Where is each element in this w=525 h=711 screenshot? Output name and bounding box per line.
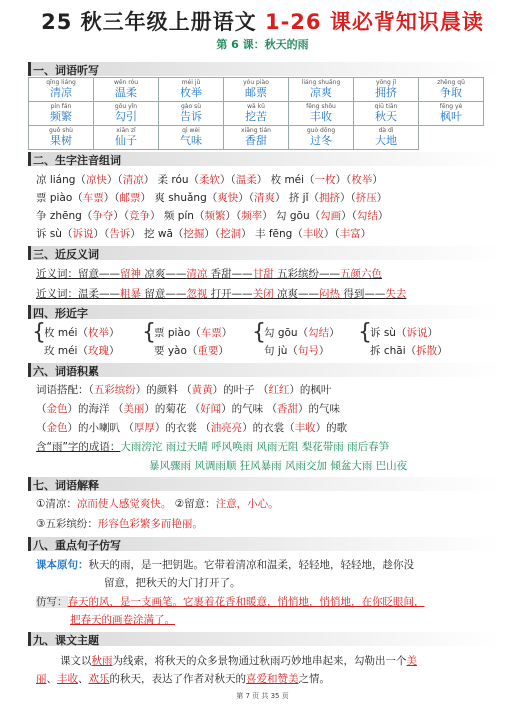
text: ）（ xyxy=(113,210,130,222)
answer: 黄黄 xyxy=(191,384,213,396)
answer: 丰收 xyxy=(302,228,324,240)
grid-cell xyxy=(289,126,354,150)
text: 拆 chāi（ xyxy=(370,345,417,357)
answer: 爽快 xyxy=(217,192,239,204)
grid-cell xyxy=(29,102,94,126)
idiom-line: 含“雨”字的成语：大雨滂沱 雨过天晴 呼风唤雨 风雨无阻 梨花带雨 雨后春笋 xyxy=(36,441,390,453)
answer: 重要 xyxy=(197,345,219,357)
text: ）的枫叶 xyxy=(289,384,332,396)
collocation-line xyxy=(36,401,340,416)
word: 过冬 xyxy=(310,134,332,147)
word: 果树 xyxy=(50,134,72,147)
grid-cell xyxy=(159,102,224,126)
answer: 美丽 xyxy=(123,403,145,415)
text: ） xyxy=(377,210,389,222)
pinyin: yōng jǐ xyxy=(375,79,397,86)
text: 近义词：留意—— xyxy=(36,268,120,280)
word: 清凉 xyxy=(50,86,72,99)
grid-cell xyxy=(29,78,94,102)
similar-char-item xyxy=(44,343,119,358)
text: 票 piào（ xyxy=(36,192,83,204)
text: ）的小喇叭 （ xyxy=(67,422,134,434)
text: （ xyxy=(36,403,47,415)
section-title-zhuyin: 二、生字注音组词 xyxy=(33,154,121,167)
answer: 清爽 xyxy=(254,192,275,204)
text: ）的菊花 （ xyxy=(144,403,201,415)
zhuyin-line xyxy=(36,226,371,241)
text: ） xyxy=(329,327,340,339)
collocation-line xyxy=(36,382,331,397)
grid-cell xyxy=(29,126,94,150)
word: 告诉 xyxy=(180,110,202,123)
text: ） 勾 gōu（ xyxy=(262,210,321,222)
section-title-dictation: 一、词语听写 xyxy=(33,64,99,77)
grid-cell xyxy=(159,78,224,102)
answer: 玫瑰 xyxy=(87,345,109,357)
theme-line: 课文以秋雨为线索，将秋天的众多景物通过秋雨巧妙地串起来，勾勒出一个美 xyxy=(60,655,417,667)
dictation-grid xyxy=(28,77,484,150)
answer: 车票 xyxy=(82,192,104,204)
pinyin: qì wèi xyxy=(182,127,200,134)
text: 近义词：温柔—— xyxy=(36,288,120,300)
answer: 车票 xyxy=(200,327,222,339)
text: ）（ xyxy=(225,210,242,222)
pinyin: zhēng qǔ xyxy=(437,79,465,86)
answer: 清凉 xyxy=(122,174,144,186)
explanation-line: ①清凉：凉而使人感觉爽快。 ②留意：注意，小心。 xyxy=(36,498,279,510)
answer: 好闻 xyxy=(200,403,222,415)
answer: 频率 xyxy=(241,210,263,222)
text: ）的颜料 （ xyxy=(135,384,192,396)
text: ）（ xyxy=(220,174,236,186)
pinyin: gào sù xyxy=(181,103,201,110)
grid-cell xyxy=(354,78,419,102)
similar-char-item xyxy=(264,325,340,340)
answer: 清凉 xyxy=(186,268,208,280)
pinyin: fēng shōu xyxy=(306,103,336,110)
text: ） xyxy=(108,327,120,339)
answer: 句号 xyxy=(297,345,319,357)
answer: 五颜六色 xyxy=(340,268,383,280)
answer: 邮票 xyxy=(119,192,141,204)
word: 香甜 xyxy=(245,134,267,147)
section-title-explanation: 七、词语解释 xyxy=(33,479,99,492)
pinyin: méi jǔ xyxy=(181,79,201,86)
text: 枚 méi（ xyxy=(44,327,88,339)
answer: 忽视 xyxy=(186,288,208,300)
word: 温柔 xyxy=(115,86,137,99)
answer: 金色 xyxy=(46,422,68,434)
word: 争取 xyxy=(440,86,462,99)
similar-char-item xyxy=(44,325,119,340)
text: ） xyxy=(218,345,229,357)
grid-cell xyxy=(419,102,484,126)
answer: 枚举 xyxy=(351,174,373,186)
word: 拥挤 xyxy=(375,86,397,99)
word: 凉爽 xyxy=(310,86,332,99)
word: 仙子 xyxy=(115,134,137,147)
word: 勾引 xyxy=(115,110,137,123)
grid-cell xyxy=(94,102,159,126)
grid-cell xyxy=(354,102,419,126)
page-footer: 第 7 页 共 35 页 xyxy=(236,692,289,700)
grid-cell xyxy=(224,78,289,102)
answer: 柔软 xyxy=(199,174,221,186)
answer: 挤压 xyxy=(355,192,377,204)
original-sentence: 留意，把秋天的大门打开了。 xyxy=(104,577,241,589)
grid-row xyxy=(29,78,484,102)
section-title-imitation: 八、重点句子仿写 xyxy=(33,539,121,552)
text: 留意—— xyxy=(141,288,187,300)
pinyin: wā kǔ xyxy=(247,103,265,110)
pinyin: xiān zǐ xyxy=(116,127,136,134)
antonym-line xyxy=(36,286,406,301)
text: ） 柔 róu（ xyxy=(143,174,200,186)
answer: 拆散 xyxy=(416,345,438,357)
answer: 丰收 xyxy=(294,422,316,434)
text: ）的衣裳（ xyxy=(242,422,295,434)
explanation-line: ③五彩缤纷：形容色彩繁多而艳丽。 xyxy=(36,518,203,530)
text: ）（ xyxy=(103,192,120,204)
lesson-subtitle: 第 6 课：秋天的雨 xyxy=(216,38,309,51)
text: 得到—— xyxy=(340,288,386,300)
word: 秋天 xyxy=(375,110,397,123)
text: ） 频 pín（ xyxy=(150,210,205,222)
grid-cell xyxy=(224,102,289,126)
pinyin: guò dōng xyxy=(306,127,336,134)
pinyin: yóu piào xyxy=(243,79,269,86)
section-title-accumulation: 六、词语积累 xyxy=(33,365,99,378)
section-bar xyxy=(28,305,501,319)
answer: 失去 xyxy=(385,288,407,300)
word: 频繁 xyxy=(50,110,72,123)
imitation-sentence: 把春天的画卷涂满了。 xyxy=(70,614,175,626)
text: ） xyxy=(427,327,438,339)
text: 香甜—— xyxy=(207,268,253,280)
section-title-theme: 九、课文主题 xyxy=(33,634,99,647)
zhuyin-line xyxy=(36,172,383,187)
text: 词语搭配：（ xyxy=(36,384,94,396)
pinyin: wēn róu xyxy=(113,79,139,86)
answer: 香甜 xyxy=(277,403,299,415)
word: 挖苦 xyxy=(245,110,267,123)
grid-cell xyxy=(224,126,289,150)
grid-cell xyxy=(419,78,484,102)
text: 五彩缤纷—— xyxy=(273,268,341,280)
pinyin: pín fán xyxy=(50,103,72,110)
text: ）的衣裳 （ xyxy=(154,422,211,434)
answer: 拥挤 xyxy=(319,192,341,204)
answer: 竞争 xyxy=(129,210,151,222)
grid-empty xyxy=(419,126,484,150)
text: ）（ xyxy=(340,192,356,204)
word: 枫叶 xyxy=(440,110,462,123)
text: 诉 sù（ xyxy=(370,327,407,339)
answer: 闷热 xyxy=(319,288,341,300)
grid-row xyxy=(29,102,484,126)
pinyin: liáng shuǎng xyxy=(301,79,341,86)
answer: 挖洞 xyxy=(220,228,242,240)
text: ）（ xyxy=(106,174,123,186)
text: ）的歌 xyxy=(315,422,348,434)
word: 大地 xyxy=(375,134,397,147)
text: ）（ xyxy=(341,210,357,222)
text: ） 丰 fēng（ xyxy=(241,228,303,240)
pinyin: guǒ shù xyxy=(49,127,73,134)
similar-char-item xyxy=(154,343,229,358)
text: ）的气味 （ xyxy=(221,403,278,415)
page-title: 25 秋三年级上册语文 1-26 课必背知识晨读 xyxy=(41,10,484,34)
grid-cell xyxy=(289,102,354,126)
answer: 红红 xyxy=(268,384,290,396)
answer: 油亮亮 xyxy=(210,422,243,434)
grid-cell xyxy=(94,78,159,102)
grid-cell xyxy=(289,78,354,102)
theme-line: 丽、丰收、欢乐的秋天，表达了作者对秋天的喜爱和赞美之情。 xyxy=(36,673,330,685)
word: 气味 xyxy=(180,134,202,147)
grid-cell xyxy=(354,126,419,150)
text: （ xyxy=(36,422,47,434)
text: 凉爽—— xyxy=(273,288,320,300)
text: ） xyxy=(437,345,448,357)
answer: 五彩缤纷 xyxy=(93,384,136,396)
text: 打开—— xyxy=(207,288,253,300)
text: ） 枚 méi（ xyxy=(256,174,315,186)
text: 争 zhēng（ xyxy=(36,210,93,222)
text: 句 jù（ xyxy=(264,345,298,357)
answer: 告诉 xyxy=(109,228,131,240)
text: 勾 gōu（ xyxy=(264,327,309,339)
similar-char-item xyxy=(264,343,329,358)
text: ） 爽 shuǎng（ xyxy=(140,192,218,204)
zhuyin-line xyxy=(36,190,387,205)
grid-row xyxy=(29,126,484,150)
text: ） xyxy=(372,174,383,186)
text: 凉 liáng（ xyxy=(36,174,86,186)
text: ）的气味 xyxy=(298,403,341,415)
answer: 一枚 xyxy=(314,174,336,186)
pinyin: gōu yǐn xyxy=(114,103,138,110)
answer: 诉说 xyxy=(406,327,428,339)
answer: 争夺 xyxy=(92,210,114,222)
text: ）的叶子 （ xyxy=(212,384,269,396)
pinyin: xiāng tián xyxy=(241,127,271,134)
section-title-similar-chars: 四、形近字 xyxy=(33,307,88,320)
imitation-sentence: 仿写：春天的风，是一支画笔。它裹着花香和暖意，悄悄地，悄悄地，在你眨眼间， xyxy=(36,596,425,608)
text: ）（ xyxy=(204,228,221,240)
answer: 诉说 xyxy=(72,228,94,240)
answer: 丰富 xyxy=(339,228,361,240)
word: 枚举 xyxy=(180,86,202,99)
answer: 粗暴 xyxy=(120,288,141,300)
answer: 枚举 xyxy=(87,327,109,339)
text: ）（ xyxy=(323,228,340,240)
answer: 勾结 xyxy=(308,327,330,339)
answer: 挖掘 xyxy=(183,228,205,240)
answer: 留神 xyxy=(120,268,141,280)
text: 玫 méi（ xyxy=(44,345,88,357)
answer: 频繁 xyxy=(204,210,226,222)
pinyin: dà dì xyxy=(378,127,394,134)
text: ）（ xyxy=(238,192,254,204)
text: ） xyxy=(360,228,372,240)
page: 25 秋三年级上册语文 1-26 课必背知识晨读 第 6 课：秋天的雨 一、词语听写 qīng liáng 清凉 wēn róu 温柔 méi jǔ 枚举 yóu piào 邮票 liáng shuǎng 凉爽 yōng jǐ 拥挤 zhēng qǔ 争取 pín fán 频繁 gōu yǐn 勾引 gào sù 告诉 wā kǔ 挖苦 fēng shōu 丰收 qiū tiān 秋天 fēng yè 枫叶 guǒ shù 果树 xiān zǐ 仙子 qì wèi 气味 xiāng tián 香甜 guò dōng 过冬 dà dì 大地 二、生字注音组词 凉 liáng（凉快）（清凉） 柔 róu（柔软）（温柔） 枚 méi（一枚）（枚举） 票 piào（车票）（邮票） 爽 shuǎng（爽快）（清爽） 挤 jǐ（拥挤）（挤压） 争 zhēng（争夺）（竞争） 频 pín（频繁）（频率） 勾 gōu（勾画）（勾结） 诉 sù（诉说）（告诉） 挖 wā（挖掘）（挖洞） 丰 fēng（丰收）（丰富） 三、近反义词 近义词：留意——留神 凉爽——清凉 香甜——甘甜 五彩缤纷——五颜六色 近义词：温柔——粗暴 留意——忽视 打开——关闭 凉爽——闷热 得到——失去 四、形近字 { { { { 枚 méi（枚举） 玫 méi（玫瑰） 票 piào（车票） 要 yào（重要） 勾 gōu（勾结） 句 jù（句号） 诉 sù（诉说） 拆 chāi（拆散） 六、词语积累 词语搭配：（五彩缤纷）的颜料 （黄黄）的叶子 （红红）的枫叶 （金色）的海洋 （美丽）的菊花 （好闻）的气味 （香甜）的气味 （金色）的小喇叭 （厚厚）的衣裳 （油亮亮）的衣裳（丰收）的歌 含“雨”字的成语：大雨滂沱 雨过天晴 呼风唤雨 风雨无阻 梨花带雨 雨后春笋 暴风骤雨 风调雨顺 狂风暴雨 风雨交加 倾盆大雨 巴山夜 七、词语解释 ①清凉：凉而使人感觉爽快。 ②留意：注意，小心。 ③五彩缤纷：形容色彩繁多而艳丽。 八、重点句子仿写 课本原句：秋天的雨，是一把钥匙。它带着清凉和温柔，轻轻地，轻轻地，趁你没 留意，把秋天的大门打开了。 仿写：春天的风，是一支画笔。它裹着花香和暖意，悄悄地，悄悄地，在你眨眼间， 把春天的画卷涂满了。 九、课文主题 课文以秋雨为线索，将秋天的众多景物通过秋雨巧妙地串起来，勾勒出一个美 丽、丰收、欢乐的秋天，表达了作者对秋天的喜爱和赞美之情。 第 7 页 共 35 页 xyxy=(0,0,525,711)
text: 凉爽—— xyxy=(141,268,187,280)
grid-cell xyxy=(94,126,159,150)
pinyin: fēng yè xyxy=(439,103,463,110)
text: ） xyxy=(318,345,330,357)
answer: 甘甜 xyxy=(252,268,274,280)
text: 要 yào（ xyxy=(154,345,198,357)
text: ） xyxy=(376,192,388,204)
word: 邮票 xyxy=(245,86,267,99)
original-sentence: 课本原句：秋天的雨，是一把钥匙。它带着清凉和温柔，轻轻地，轻轻地，趁你没 xyxy=(36,559,414,571)
synonym-line xyxy=(36,266,382,281)
text: ）（ xyxy=(335,174,352,186)
grid-cell xyxy=(159,126,224,150)
answer: 凉快 xyxy=(85,174,107,186)
similar-char-item xyxy=(154,325,232,340)
idiom-line: 暴风骤雨 风调雨顺 狂风暴雨 风雨交加 倾盆大雨 巴山夜 xyxy=(149,460,408,472)
pinyin: qiū tiān xyxy=(374,103,398,110)
answer: 温柔 xyxy=(235,174,257,186)
text: 票 piào（ xyxy=(154,327,201,339)
pinyin: qīng liáng xyxy=(46,79,76,86)
text: ） xyxy=(108,345,120,357)
similar-char-item xyxy=(370,343,448,358)
answer: 勾画 xyxy=(320,210,342,222)
word: 丰收 xyxy=(310,110,332,123)
answer: 厚厚 xyxy=(133,422,155,434)
section-title-synonyms: 三、近反义词 xyxy=(33,248,99,261)
text: ）（ xyxy=(93,228,110,240)
text: ） xyxy=(221,327,233,339)
answer: 关闭 xyxy=(252,288,274,300)
text: ）的海洋 （ xyxy=(67,403,124,415)
similar-char-item xyxy=(370,325,438,340)
text: ） 挤 jǐ（ xyxy=(275,192,320,204)
collocation-line xyxy=(36,420,347,435)
answer: 金色 xyxy=(46,403,68,415)
answer: 勾结 xyxy=(356,210,378,222)
text: ） 挖 wā（ xyxy=(130,228,184,240)
zhuyin-line xyxy=(36,208,388,223)
text: 诉 sù（ xyxy=(36,228,73,240)
